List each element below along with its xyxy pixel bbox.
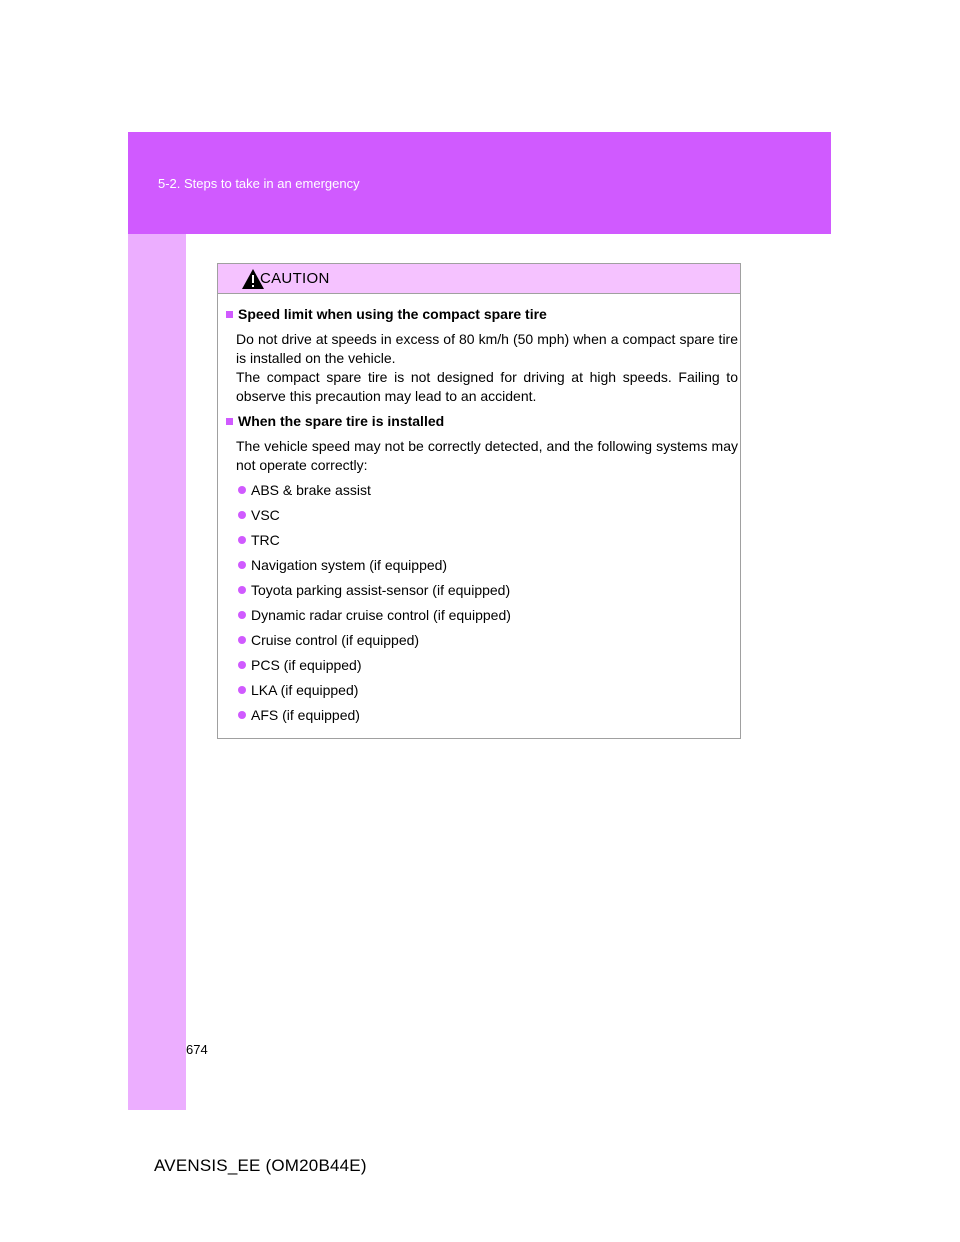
round-bullet-icon bbox=[238, 536, 246, 544]
list-item bbox=[238, 582, 510, 598]
list-item bbox=[238, 557, 447, 573]
list-item-text: Dynamic radar cruise control (if equipped) bbox=[251, 607, 511, 623]
list-item bbox=[238, 657, 362, 673]
round-bullet-icon bbox=[238, 636, 246, 644]
topic-title: Speed limit when using the compact spare tire bbox=[238, 306, 547, 322]
caution-title: CAUTION bbox=[260, 270, 330, 287]
topic-title: When the spare tire is installed bbox=[238, 413, 445, 429]
round-bullet-icon bbox=[238, 611, 246, 619]
topic-heading bbox=[226, 306, 547, 322]
caution-header bbox=[218, 264, 740, 294]
caution-box bbox=[217, 263, 741, 739]
square-bullet-icon bbox=[226, 418, 233, 425]
list-item-text: PCS (if equipped) bbox=[251, 657, 362, 673]
section-title: 5-2. Steps to take in an emergency bbox=[158, 176, 360, 191]
footer-model-code: AVENSIS_EE (OM20B44E) bbox=[154, 1156, 367, 1175]
list-item bbox=[238, 632, 419, 648]
list-item-text: TRC bbox=[251, 532, 280, 548]
list-item-text: VSC bbox=[251, 507, 280, 523]
topic-heading bbox=[226, 413, 444, 429]
list-item-text: Navigation system (if equipped) bbox=[251, 557, 448, 573]
list-item-text: Toyota parking assist-sensor (if equipped) bbox=[251, 582, 511, 598]
round-bullet-icon bbox=[238, 511, 246, 519]
list-item-text: LKA (if equipped) bbox=[251, 682, 359, 698]
list-item bbox=[238, 607, 511, 623]
side-column bbox=[128, 234, 186, 1110]
list-item bbox=[238, 707, 360, 723]
list-item-text: ABS & brake assist bbox=[251, 482, 371, 498]
round-bullet-icon bbox=[238, 561, 246, 569]
round-bullet-icon bbox=[238, 486, 246, 494]
square-bullet-icon bbox=[226, 311, 233, 318]
list-item-text: AFS (if equipped) bbox=[251, 707, 360, 723]
page-number: 674 bbox=[186, 1042, 208, 1057]
paragraph: The vehicle speed may not be correctly detected, and the following systems may not operate correctly: bbox=[236, 438, 738, 473]
round-bullet-icon bbox=[238, 711, 246, 719]
paragraph: Do not drive at speeds in excess of 80 km/h (50 mph) when a compact spare tire is installed on the vehicle. bbox=[236, 331, 738, 366]
round-bullet-icon bbox=[238, 586, 246, 594]
list-item bbox=[238, 682, 358, 698]
list-item bbox=[238, 482, 371, 498]
paragraph: The compact spare tire is not designed for driving at high speeds. Failing to observe this precaution may lead to an accident. bbox=[236, 369, 738, 404]
list-item bbox=[238, 532, 280, 548]
list-item bbox=[238, 507, 280, 523]
round-bullet-icon bbox=[238, 686, 246, 694]
round-bullet-icon bbox=[238, 661, 246, 669]
list-item-text: Cruise control (if equipped) bbox=[251, 632, 420, 648]
